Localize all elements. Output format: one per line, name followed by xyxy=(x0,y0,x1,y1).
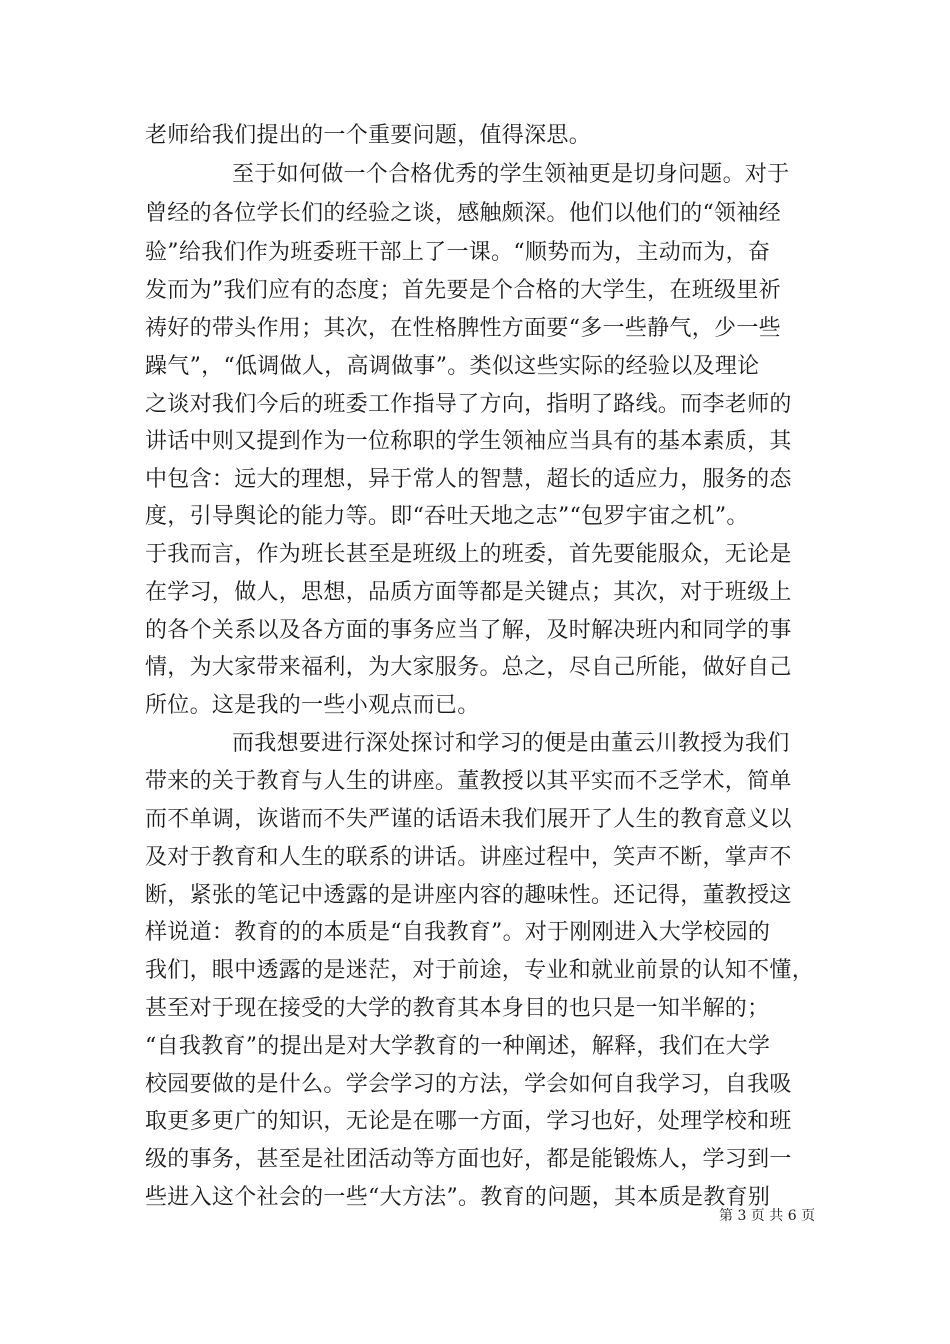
text-line: 验”给我们作为班委班干部上了一课。“顺势而为，主动而为，奋 xyxy=(145,240,771,265)
text-line: 而不单调，诙谐而不失严谨的话语未我们展开了人生的教育意义以 xyxy=(145,807,792,832)
text-line: 带来的关于教育与人生的讲座。董教授以其平实而不乏学术，简单 xyxy=(145,769,792,794)
page-number-footer: 第 3 页 共 6 页 xyxy=(719,1208,816,1224)
text-line: 些进入这个社会的一些“大方法”。教育的问题，其本质是教育别 xyxy=(145,1185,771,1210)
text-line: 躁气”，“低调做人，高调做事”。类似这些实际的经验以及理论 xyxy=(145,354,760,379)
text-line: 发而为”我们应有的态度；首先要是个合格的大学生，在班级里祈 xyxy=(145,278,781,303)
text-line: “自我教育”的提出是对大学教育的一种阐述，解释，我们在大学 xyxy=(145,1034,771,1059)
text-line: 及对于教育和人生的联系的讲话。讲座过程中，笑声不断，掌声不 xyxy=(145,845,792,870)
text-line: 我们，眼中透露的是迷茫，对于前途，专业和就业前景的认知不懂， xyxy=(145,958,815,983)
text-line: 所位。这是我的一些小观点而已。 xyxy=(145,693,480,718)
text-line: 样说道：教育的的本质是“自我教育”。对于刚刚进入大学校园的 xyxy=(145,920,771,945)
text-line: 中包含：远大的理想，异于常人的智慧，超长的适应力，服务的态 xyxy=(145,467,792,492)
paragraph-start-line: 而我想要进行深处探讨和学习的便是由董云川教授为我们 xyxy=(232,731,790,756)
text-line: 校园要做的是什么。学会学习的方法，学会如何自我学习，自我吸 xyxy=(145,1072,792,1097)
text-line: 于我而言，作为班长甚至是班级上的班委，首先要能服众，无论是 xyxy=(145,542,792,567)
text-line: 断，紧张的笔记中透露的是讲座内容的趣味性。还记得，董教授这 xyxy=(145,883,792,908)
text-line: 情，为大家带来福利，为大家服务。总之，尽自己所能，做好自己 xyxy=(145,655,792,680)
text-line: 曾经的各位学长们的经验之谈，感触颇深。他们以他们的“领袖经 xyxy=(145,201,781,226)
text-line: 级的事务，甚至是社团活动等方面也好，都是能锻炼人，学习到一 xyxy=(145,1147,792,1172)
text-line: 的各个关系以及各方面的事务应当了解，及时解决班内和同学的事 xyxy=(145,618,792,643)
text-line: 讲话中则又提到作为一位称职的学生领袖应当具有的基本素质，其 xyxy=(145,429,792,454)
text-line: 老师给我们提出的一个重要问题，值得深思。 xyxy=(145,123,592,148)
text-line: 度，引导舆论的能力等。即“吞吐天地之志”“包罗宇宙之机”。 xyxy=(145,504,749,529)
paragraph-start-line: 至于如何做一个合格优秀的学生领袖更是切身问题。对于 xyxy=(232,162,790,187)
text-line: 甚至对于现在接受的大学的教育其本身目的也只是一知半解的； xyxy=(145,996,770,1021)
text-line: 在学习，做人，思想，品质方面等都是关键点；其次，对于班级上 xyxy=(145,580,792,605)
text-line: 祷好的带头作用；其次，在性格脾性方面要“多一些静气，少一些 xyxy=(145,316,781,341)
text-line: 之谈对我们今后的班委工作指导了方向，指明了路线。而李老师的 xyxy=(145,392,792,417)
text-line: 取更多更广的知识，无论是在哪一方面，学习也好，处理学校和班 xyxy=(145,1109,792,1134)
